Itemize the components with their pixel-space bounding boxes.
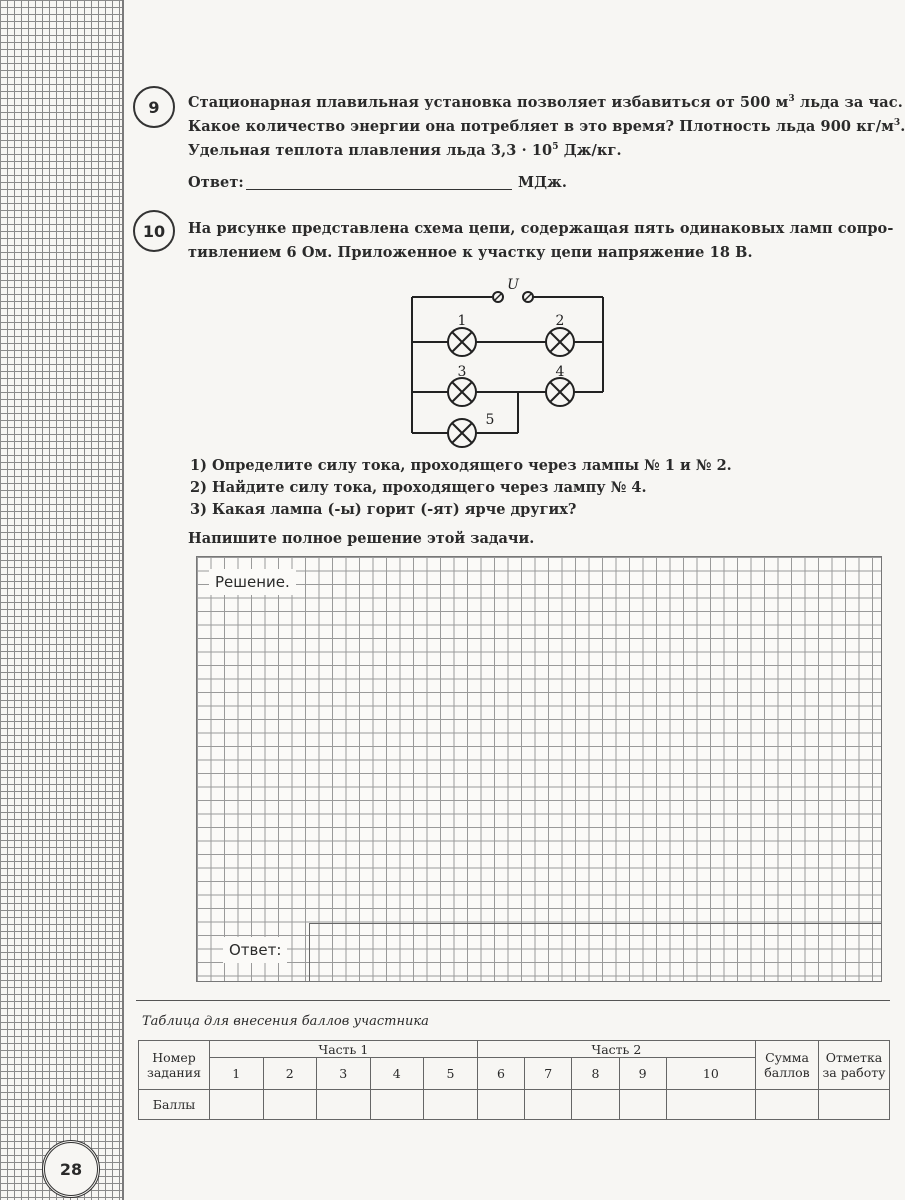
points-cell[interactable] <box>525 1090 572 1120</box>
mark-cell[interactable] <box>819 1090 890 1120</box>
lamp-1 <box>448 328 476 356</box>
task-9-answer-label: Ответ: <box>188 174 244 191</box>
lamp-2 <box>546 328 574 356</box>
lamp-3-label: 3 <box>457 364 467 380</box>
divider <box>136 1000 890 1001</box>
points-cell[interactable] <box>317 1090 371 1120</box>
task-10-number: 10 <box>133 210 175 252</box>
task-number-9: 9 <box>619 1058 666 1090</box>
page-number: 28 <box>42 1140 100 1198</box>
points-cell[interactable] <box>572 1090 619 1120</box>
task-number-7: 7 <box>525 1058 572 1090</box>
task-9-text-line-2: Какое количество энергии она потребляет в это время? Плотность льда 900 $кг/м^3$. <box>188 118 905 135</box>
part-2-header: Часть 2 <box>477 1041 755 1058</box>
points-cell[interactable] <box>263 1090 317 1120</box>
question-2: 2) Найдите силу тока, проходящего через лампу № 4. <box>190 479 647 496</box>
task-9-answer-unit: МДж. <box>518 174 568 191</box>
lamp-1-label: 1 <box>457 313 467 329</box>
question-3: 3) Какая лампа (-ы) горит (-ят) ярче других? <box>190 501 577 518</box>
circuit-diagram <box>400 272 620 452</box>
task-number-5: 5 <box>424 1058 478 1090</box>
task-number-1: 1 <box>210 1058 264 1090</box>
mark-header: Отметка за работу <box>819 1041 890 1090</box>
points-cell[interactable] <box>370 1090 424 1120</box>
solution-answer-label: Ответ: <box>223 937 287 963</box>
lamp-4 <box>546 378 574 406</box>
lamp-4-label: 4 <box>555 364 565 380</box>
margin-grid <box>0 0 124 1200</box>
task-9-text-line-1: Стационарная плавильная установка позволяет избавиться от 500 $м^3$ льда за час. <box>188 94 903 111</box>
task-number-header: Номер задания <box>139 1041 210 1090</box>
task-9-text-line-3: Удельная теплота плавления льда $3,3 \cdot 10^5$ Дж/кг. <box>188 142 622 159</box>
points-cell[interactable] <box>619 1090 666 1120</box>
score-table <box>138 1040 890 1120</box>
lamp-5-label: 5 <box>485 412 495 428</box>
points-cell[interactable] <box>666 1090 755 1120</box>
points-cell[interactable] <box>477 1090 524 1120</box>
voltage-label: U <box>507 277 519 293</box>
task-number-2: 2 <box>263 1058 317 1090</box>
solution-area[interactable] <box>196 556 882 982</box>
solution-label: Решение. <box>209 569 296 595</box>
task-number-6: 6 <box>477 1058 524 1090</box>
lamp-5 <box>448 419 476 447</box>
task-10-text-line-1: На рисунке представлена схема цепи, содержащая пять одинаковых ламп сопро- <box>188 220 894 237</box>
lamp-2-label: 2 <box>555 313 565 329</box>
task-number-10: 10 <box>666 1058 755 1090</box>
task-number-8: 8 <box>572 1058 619 1090</box>
solution-instruction: Напишите полное решение этой задачи. <box>188 530 535 547</box>
sum-cell[interactable] <box>756 1090 819 1120</box>
task-10-text-line-2: тивлением 6 Ом. Приложенное к участку цепи напряжение 18 В. <box>188 244 753 261</box>
task-9-number: 9 <box>133 86 175 128</box>
points-cell[interactable] <box>210 1090 264 1120</box>
task-number-4: 4 <box>370 1058 424 1090</box>
points-cell[interactable] <box>424 1090 478 1120</box>
score-table-title: Таблица для внесения баллов участника <box>142 1014 429 1029</box>
part-1-header: Часть 1 <box>210 1041 478 1058</box>
points-header: Баллы <box>139 1090 210 1120</box>
task-9-answer-field[interactable] <box>246 189 512 190</box>
question-1: 1) Определите силу тока, проходящего через лампы № 1 и № 2. <box>190 457 732 474</box>
task-number-3: 3 <box>317 1058 371 1090</box>
lamp-3 <box>448 378 476 406</box>
sum-header: Сумма баллов <box>756 1041 819 1090</box>
